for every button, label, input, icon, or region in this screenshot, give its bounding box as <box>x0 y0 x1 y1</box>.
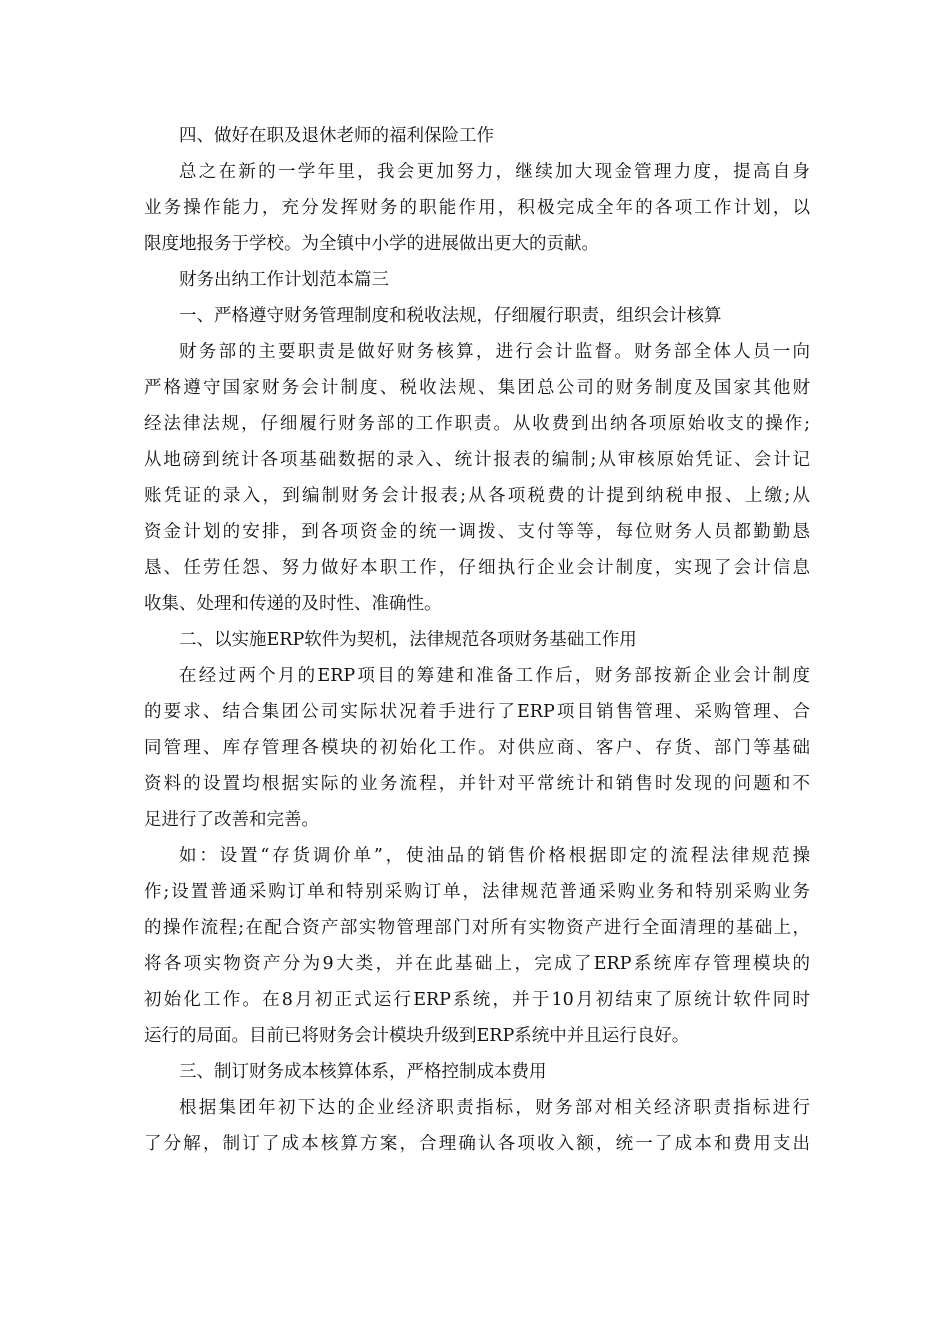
paragraph-line: 根据集团年初下达的企业经济职责指标，财务部对相关经济职责指标进行 <box>179 1098 810 1118</box>
section-heading-3: 三、制订财务成本核算体系，严格控制成本费用 <box>179 1062 547 1082</box>
paragraph-line: 在经过两个月的ERP项目的筹建和准备工作后，财务部按新企业会计制度 <box>179 666 810 686</box>
paragraph-line: 同管理、库存管理各模块的初始化工作。对供应商、客户、存货、部门等基础 <box>144 738 810 758</box>
paragraph-line: 如：设置“存货调价单”，使油品的销售价格根据即定的流程法律规范操 <box>179 846 810 866</box>
paragraph-line: 账凭证的录入，到编制财务会计报表;从各项税费的计提到纳税申报、上缴;从 <box>144 486 810 506</box>
section-heading-4: 四、做好在职及退休老师的福利保险工作 <box>179 126 494 146</box>
paragraph-line: 资金计划的安排，到各项资金的统一调拨、支付等等，每位财务人员都勤勤恳 <box>144 522 810 542</box>
paragraph-line: 业务操作能力，充分发挥财务的职能作用，积极完成全年的各项工作计划，以 <box>144 198 810 218</box>
paragraph-line: 的要求、结合集团公司实际状况着手进行了ERP项目销售管理、采购管理、合 <box>144 702 810 722</box>
paragraph-line: 足进行了改善和完善。 <box>144 810 319 830</box>
document-body <box>144 118 810 1162</box>
paragraph-line: 严格遵守国家财务会计制度、税收法规、集团总公司的财务制度及国家其他财 <box>144 378 810 398</box>
paragraph-line: 限度地报务于学校。为全镇中小学的进展做出更大的贡献。 <box>144 234 599 254</box>
paragraph-line: 总之在新的一学年里，我会更加努力，继续加大现金管理力度，提高自身 <box>179 162 810 182</box>
paragraph-line: 收集、处理和传递的及时性、准确性。 <box>144 594 442 614</box>
paragraph-line: 资料的设置均根据实际的业务流程，并针对平常统计和销售时发现的问题和不 <box>144 774 810 794</box>
section-heading-1: 一、严格遵守财务管理制度和税收法规，仔细履行职责，组织会计核算 <box>179 306 722 326</box>
paragraph-line: 经法律法规，仔细履行财务部的工作职责。从收费到出纳各项原始收支的操作; <box>144 414 810 434</box>
paragraph-line: 将各项实物资产分为9大类，并在此基础上，完成了ERP系统库存管理模块的 <box>144 954 810 974</box>
paragraph-line: 作;设置普通采购订单和特别采购订单，法律规范普通采购业务和特别采购业务 <box>144 882 810 902</box>
paragraph-line: 从地磅到统计各项基础数据的录入、统计报表的编制;从审核原始凭证、会计记 <box>144 450 810 470</box>
paragraph-line: 财务部的主要职责是做好财务核算，进行会计监督。财务部全体人员一向 <box>179 342 810 362</box>
section-heading-2: 二、以实施ERP软件为契机，法律规范各项财务基础工作用 <box>179 630 637 650</box>
paragraph-line: 了分解，制订了成本核算方案，合理确认各项收入额，统一了成本和费用支出 <box>144 1134 810 1154</box>
paragraph-line: 恳、任劳任怨、努力做好本职工作，仔细执行企业会计制度，实现了会计信息 <box>144 558 810 578</box>
paragraph-line: 的操作流程;在配合资产部实物管理部门对所有实物资产进行全面清理的基础上， <box>144 918 810 938</box>
article-title: 财务出纳工作计划范本篇三 <box>179 270 389 290</box>
paragraph-line: 初始化工作。在8月初正式运行ERP系统，并于10月初结束了原统计软件同时 <box>144 990 810 1010</box>
paragraph-line: 运行的局面。目前已将财务会计模块升级到ERP系统中并且运行良好。 <box>144 1026 690 1046</box>
